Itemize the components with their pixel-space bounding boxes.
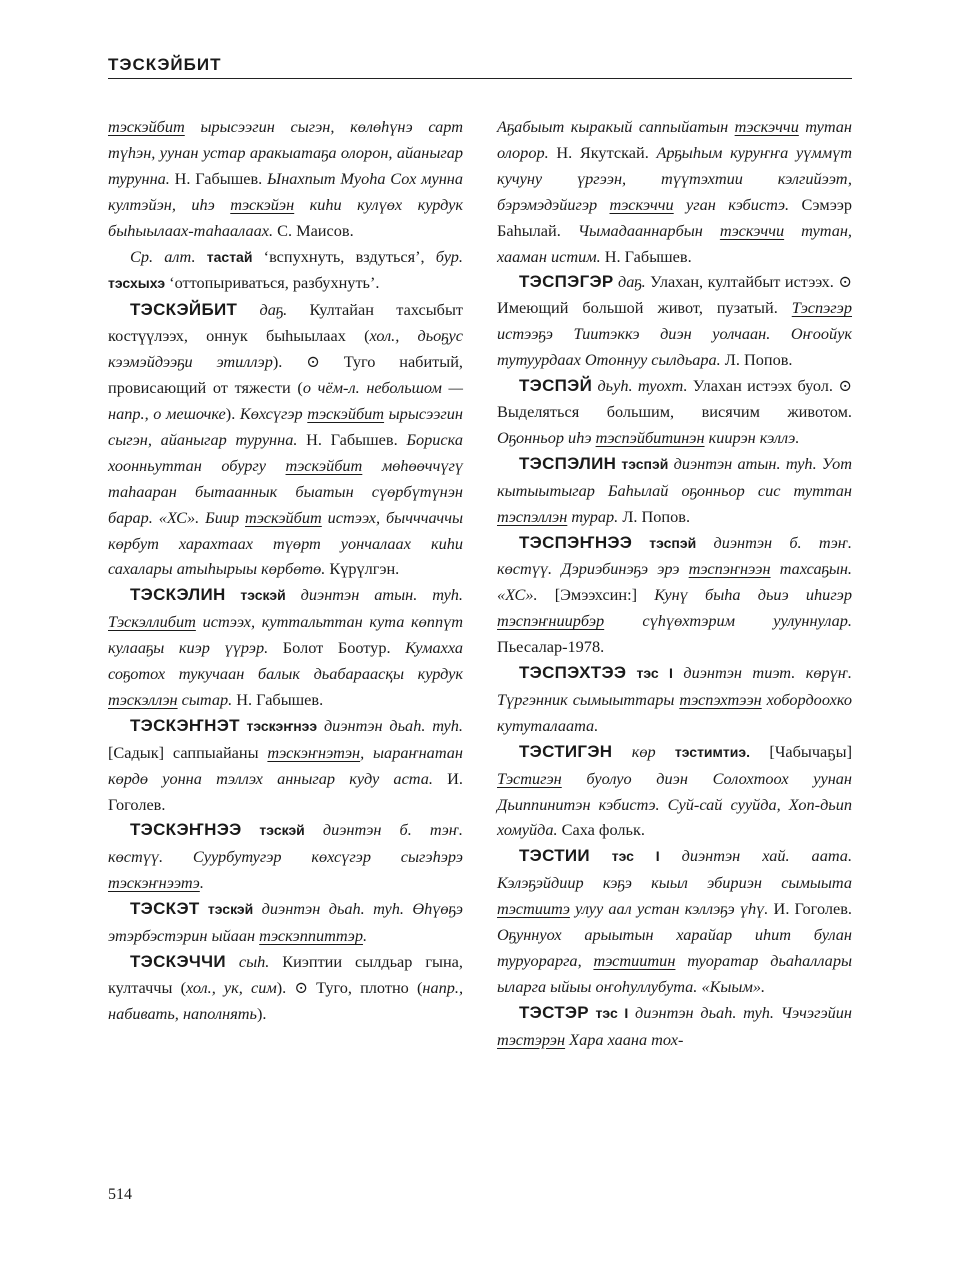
dictionary-entry: ТЭСКЭЙБИТ даҕ. Култайан тахсыбыт костүүлээх, оннук быһыылаах (хол., дьоҕус кээмэйдээҕи этиллэр). ⊙ Туго набитый, провисающий от тяжести (о чём-л. небольшом — напр., о мешочке). Көхсүгэр тэскэйбит ырысээгин сыгэн, айаныгар турунна. Н. Габышев. Бориска хоонньуттан обургу тэскэйбит мөһөөччүгү таһааран бытааннык быатын сүөрбүтүнэн барар. «ХС». Биир тэскэйбит истээх, бычччаччы көрбут харахтаах түөрт уончалаах киһи сахалары атыһырыы көрбөтө. Күрүлгэн. [108,300,463,579]
dictionary-entry: ТЭСПЭЛИН тэспэй диэнтэн атын. туһ. Уот кытыытыгар Баһылай оҕонньор сис туттан тэспэллэн турар. Л. Попов. [497,453,852,526]
dictionary-entry: ТЭСКЭҤНЭЭ тэскэй диэнтэн б. тэҥ. көстүү. Суурбутугэр көхсүгэр сыгэһэрэ тэскэҥнээтэ. [108,820,463,893]
left-column [108,114,463,1027]
etymology-note: Ср. алт. тастай ‘вспухнуть, вздуться’, бур. тэсхыхэ ‘оттопыриваться, разбухнуть’. [108,246,463,293]
headword: ТЭСПЭЛИН [519,453,617,473]
entry-continuation: Аҕабыыт кыракый саппыйатын тэскэччи тутан олорор. Н. Якутскай. Арҕыһым куруҥҥа уүммүт кучуну үргээн, түүтэхтии кэлгийээт, бэрэмэдэйигэр тэскэччи уган кэбистэ. Сэмээр Баһылай. Чымадааннарбын тэскэччи тутан, хааман истим. Н. Габышев. [497,117,852,266]
circle-dot-icon: ⊙ [838,376,852,396]
headword: ТЭСПЭХТЭЭ [519,663,627,683]
dictionary-entry: ТЭСКЭТ тэскэй диэнтэн дьаһ. туһ. Өһүөҕэ этэрбэстэрин ыйаан тэскэппиттэр. [108,899,463,946]
headword: ТЭСПЭГЭР [519,272,614,292]
dictionary-entry: ТЭСТЭР тэс I диэнтэн дьаһ. туһ. Чэчэгэйин тэстэрэн Хара хаана тох- [497,1002,852,1049]
headword: ТЭСКЭЧЧИ [130,952,226,971]
dictionary-entry: ТЭСПЭГЭР даҕ. Улахан, култайбыт истээх. ⊙ Имеющий большой живот, пузатый. Тэспэгэр истээҕэ Тиитэккэ диэн уолчаан. Оҥоойук тутуурдаах Отоннуу сылдьара. Л. Попов. [497,272,852,370]
running-head-title: ТЭСКЭЙБИТ [108,55,222,74]
dictionary-entry: ТЭСПЭЙ дьуһ. туохт. Улахан истээх буол. ⊙ Выделяться большим, висячим животом. Оҕонньор иһэ тэспэйбитинэн киирэн кэллэ. [497,376,852,447]
dictionary-entry: ТЭСКЭҤНЭТ тэскэҥнээ диэнтэн дьаһ. туһ. [Садык] саппыайаны тэскэҥнэтэн, ыараҥнатан көрдө уонна тэллэх анныгар куду аста. И. Гоголев. [108,715,463,814]
headword: ТЭСТИИ [519,846,590,866]
page-number: 514 [108,1186,132,1203]
headword: ТЭСПЭҤНЭЭ [519,532,633,552]
dictionary-entry: ТЭСТИИ тэс I диэнтэн хай. аата. Кэлэҕэйдиир кэҕэ кыыл эбириэн сымыыта тэстиитэ улуу аал устан кэллэҕэ үһү. И. Гоголев. Оҕуннуох арыытын харайар иһит булан туруорарга, тэстиитин туоратар дьаһаллары ыларга ыйыы оҥоһуллубута. «Кыым». [497,846,853,996]
dictionary-entry: ТЭСПЭҤНЭЭ тэспэй диэнтэн б. тэҥ. көстүү. Дэриэбинэҕэ эрэ тэспэҥнээн тахсаҕын. «ХС». [Эмээхсин:] Кунү быһа дьиэ иһигэр тэспэҥниирбэр сүһүөхтэрим уулуннулар. Пьесалар-1978. [497,532,852,657]
dictionary-entry: ТЭСКЭЧЧИ сыһ. Киэптии сылдьар гына, култаччы (хол., ук, сим). ⊙ Туго, плотно (напр., набивать, наполнять). [108,952,464,1023]
header-rule [108,78,852,79]
dictionary-entry: ТЭСТИГЭН көр тэстимтиэ. [Чабычаҕы] Тэстигэн буолуо диэн Солохтоох уунан Дьиппинитэн кэбистэ. Суй-сай сууйда, Хоп-дьип хомуйда. Саха фольк. [497,741,853,840]
entry-continuation: тэскэйбит ырысээгин сыгэн, көлөһүнэ сарт түһэн, уунан устар аракыатаҕа олорон, айаныгар турунна. Н. Габышев. Ынахпыт Муоһа Сох мунна култэйэн, иһэ тэскэйэн киһи кулүөх курдук быһыылаах-таһаалаах. С. Маисов. [108,117,463,240]
headword: ТЭСКЭТ [130,899,200,919]
headword: ТЭСТИГЭН [519,741,613,761]
headword: ТЭСКЭЙБИТ [130,300,238,320]
circle-dot-icon: ⊙ [294,977,309,997]
headword: ТЭСКЭЛИН [130,585,226,605]
running-header [108,55,852,79]
headword: ТЭСПЭЙ [519,376,593,396]
headword: ТЭСТЭР [519,1002,589,1022]
right-column [497,114,852,1053]
headword: ТЭСКЭҤНЭТ [130,715,240,735]
dictionary-entry: ТЭСКЭЛИН тэскэй диэнтэн атын. туһ. Тэскэллибит истээх, куттальттан кута көппүт кулааҕы киэр үүрэр. Болот Боотур. Кумахха соҕотох тукучаан балык дьабараасқы курдук тэскэллэн сытар. Н. Габышев. [108,585,464,709]
headword: ТЭСКЭҤНЭЭ [130,820,242,840]
circle-dot-icon: ⊙ [306,352,320,372]
circle-dot-icon: ⊙ [838,272,852,292]
dictionary-entry: ТЭСПЭХТЭЭ тэс I диэнтэн тиэт. көрүҥ. Түргэнник сымыыттары тэспэхтээн хобордоохко кутуталаата. [497,663,853,735]
